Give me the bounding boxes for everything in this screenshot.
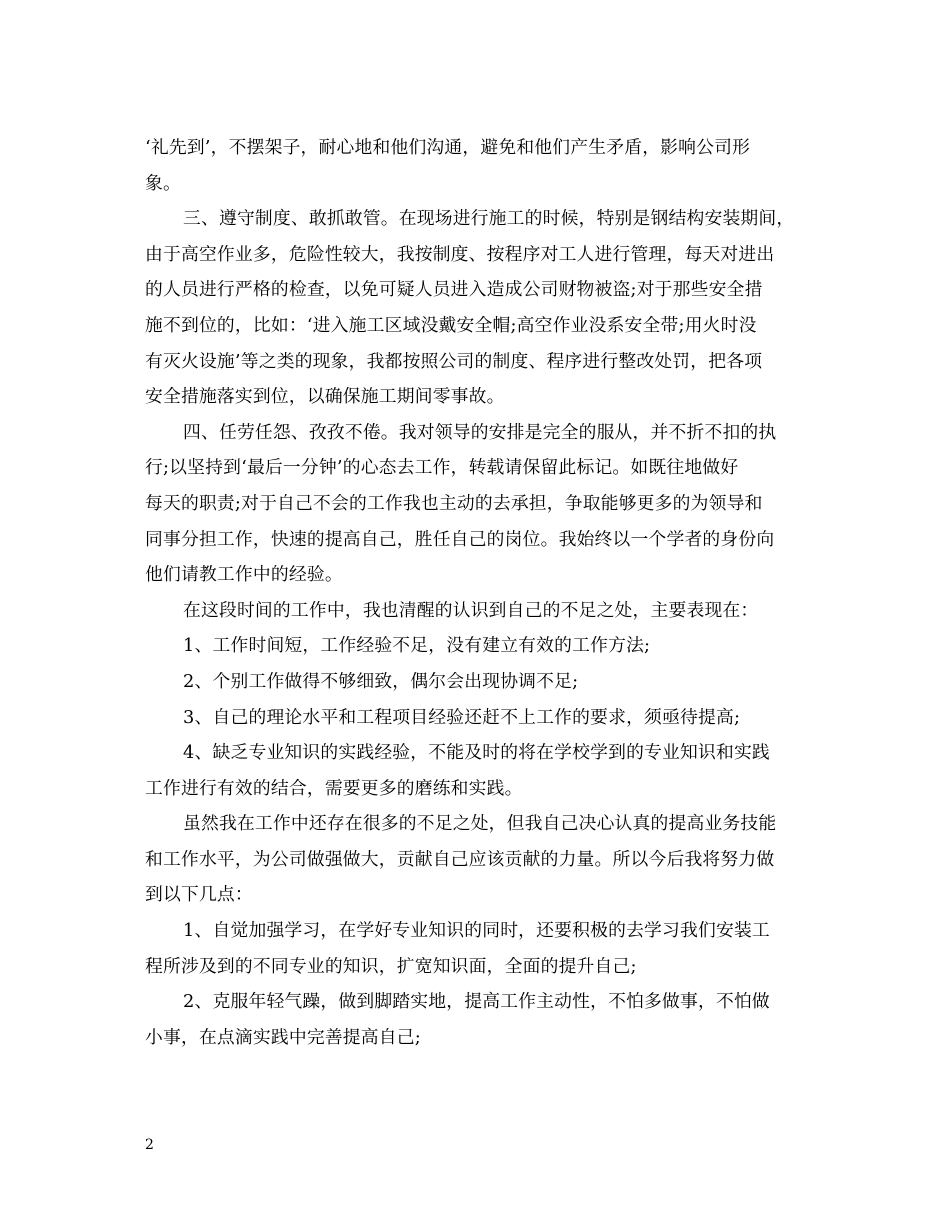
text-line: 每天的职责;对于自己不会的工作我也主动的去承担，争取能够更多的为领导和 xyxy=(145,492,763,514)
text-line: 1、自觉加强学习，在学好专业知识的同时，还要积极的去学习我们安装工 xyxy=(183,920,770,942)
text-line: 安全措施落实到位，以确保施工期间零事故。 xyxy=(145,386,505,408)
text-line: 到以下几点： xyxy=(145,884,253,906)
text-line: 程所涉及到的不同专业的知识，扩宽知识面，全面的提升自己; xyxy=(145,955,637,977)
text-line: 施不到位的，比如：‘进入施工区域没戴安全帽;高空作业没系安全带;用火时没 xyxy=(145,314,757,336)
text-line: 行;以坚持到‘最后一分钟’的心态去工作，转载请保留此标记。如既往地做好 xyxy=(145,457,739,479)
text-line: 三、遵守制度、敢抓敢管。在现场进行施工的时候，特别是钢结构安装期间， xyxy=(183,208,795,230)
text-line: 有灭火设施’等之类的现象，我都按照公司的制度、程序进行整改处罚，把各项 xyxy=(145,350,763,372)
text-line: 4、缺乏专业知识的实践经验，不能及时的将在学校学到的专业知识和实践 xyxy=(183,742,770,764)
body-text xyxy=(145,130,813,1055)
text-line: 同事分担工作，快速的提高自己，胜任自己的岗位。我始终以一个学者的身份向 xyxy=(145,528,775,550)
text-line: 他们请教工作中的经验。 xyxy=(145,564,343,586)
text-line: 2、个别工作做得不够细致，偶尔会出现协调不足; xyxy=(183,670,579,692)
text-line: 2、克服年轻气躁，做到脚踏实地，提高工作主动性，不怕多做事，不怕做 xyxy=(183,991,770,1013)
text-line: 虽然我在工作中还存在很多的不足之处，但我自己决心认真的提高业务技能 xyxy=(183,813,777,835)
text-line: ‘礼先到’，不摆架子，耐心地和他们沟通，避免和他们产生矛盾，影响公司形 xyxy=(145,137,751,158)
text-line: 在这段时间的工作中，我也清醒的认识到自己的不足之处，主要表现在： xyxy=(183,599,759,621)
text-line: 工作进行有效的结合，需要更多的磨练和实践。 xyxy=(145,777,523,799)
text-line: 由于高空作业多，危险性较大，我按制度、按程序对工人进行管理，每天对进出 xyxy=(145,243,775,265)
text-line: 和工作水平，为公司做强做大，贡献自己应该贡献的力量。所以今后我将努力做 xyxy=(145,848,775,870)
text-line: 象。 xyxy=(145,172,181,194)
text-line: 小事，在点滴实践中完善提高自己; xyxy=(145,1026,421,1048)
text-line: 3、自己的理论水平和工程项目经验还赶不上工作的要求，须亟待提高; xyxy=(183,706,741,728)
text-line: 1、工作时间短，工作经验不足，没有建立有效的工作方法; xyxy=(183,635,651,657)
text-line: 四、任劳任怨、孜孜不倦。我对领导的安排是完全的服从，并不折不扣的执 xyxy=(183,421,777,443)
page-number: 2 xyxy=(145,1137,154,1153)
text-line: 的人员进行严格的检查，以免可疑人员进入造成公司财物被盗;对于那些安全措 xyxy=(145,279,763,301)
